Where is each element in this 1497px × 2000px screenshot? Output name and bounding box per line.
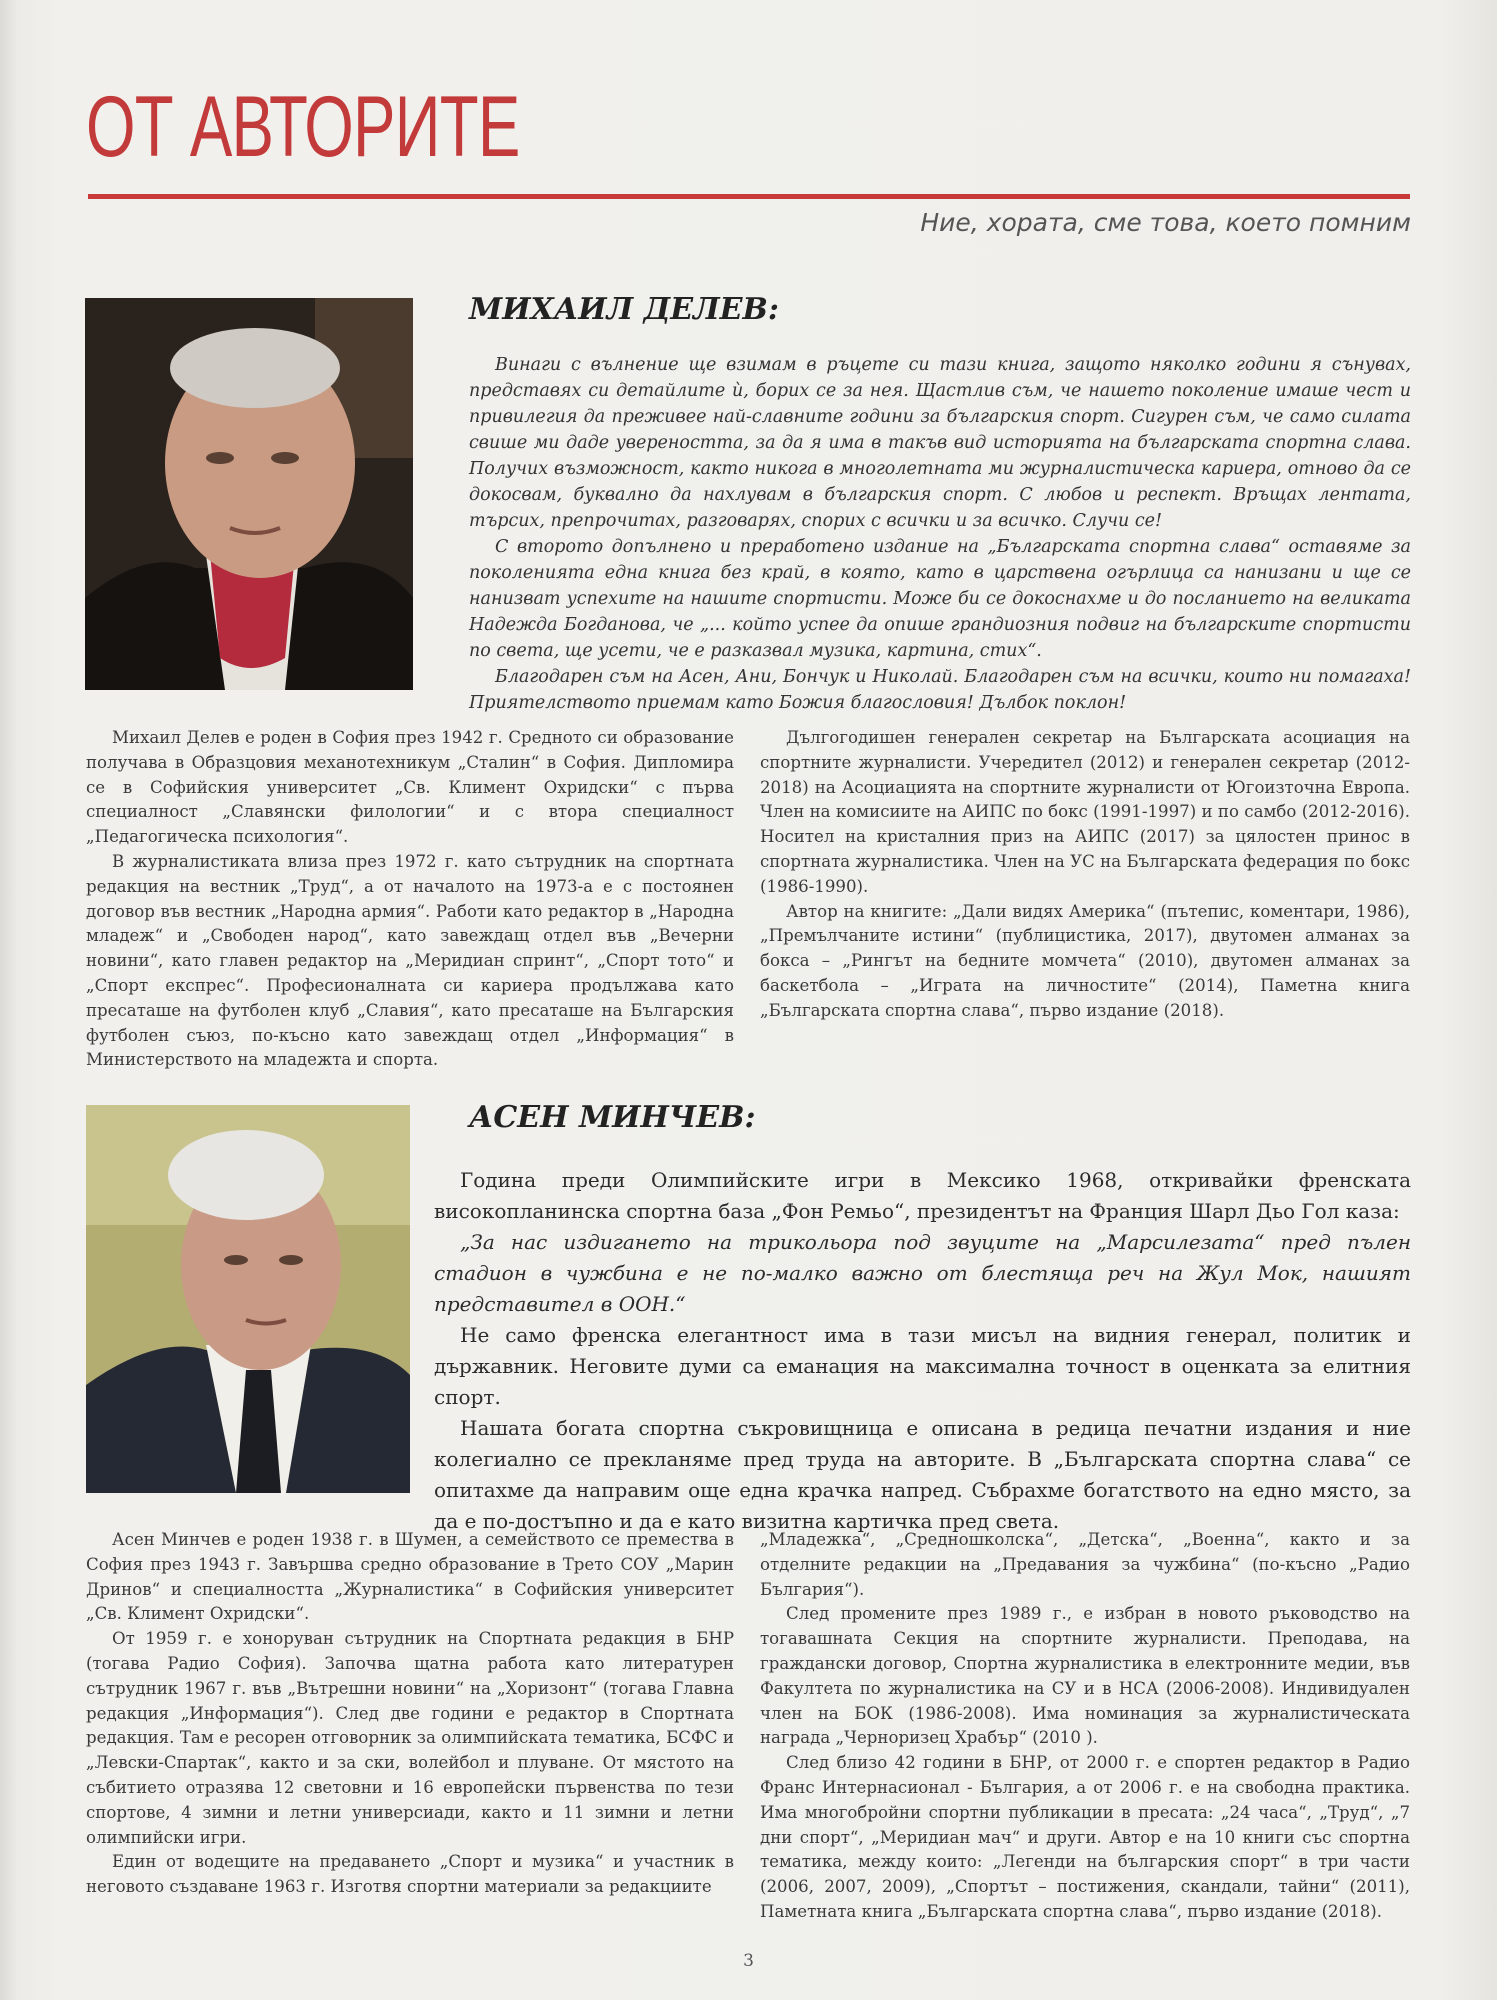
author-photo-delev: [85, 298, 413, 690]
bio-paragraph: Дългогодишен генерален секретар на Българската асоциация на спортните журналисти. Учередител (2012) и генерален секретар (2012-2018) на Асоциацията на спортните журналисти от Югоизточна Европа. Член на комисиите на АИПС по бокс (1991-1997) и по самбо (2012-2016). Носител на кристалния приз на АИПС (2017) за цялостен принос в спортната журналистика. Член на УС на Българската федерация по бокс (1986-1990).: [760, 728, 1410, 896]
author-intro-minchev: [434, 1165, 1411, 1537]
intro-quote: „За нас издигането на трикольора под звуците на „Марсилезата“ пред пълен стадион в чужбина е не по-малко важно от блестяща реч на Жул Мок, нашият представител в ООН.“: [434, 1230, 1411, 1316]
bio-minchev-left: [86, 1528, 734, 1900]
bio-delev-right: [760, 726, 1410, 1024]
bio-minchev-right: [760, 1528, 1410, 1925]
bio-delev-left: [86, 726, 734, 1073]
bio-paragraph: След промените през 1989 г., е избран в новото ръководство на тогавашната Секция на спортните журналисти. Преподава, на граждански договор, Спортна журналистика в електронните медии, във Факултета по журналистика на СУ и в НСА (2006-2008). Индивидуален член на БОК (1986-2008). Има номинация за журналистическата награда „Черноризец Храбър“ (2010 ).: [760, 1604, 1410, 1748]
bio-paragraph: В журналистиката влиза през 1972 г. като сътрудник на спортната редакция на вестник „Труд“, а от началото на 1973-а е с постоянен договор във вестник „Народна армия“. Работи като редактор в „Народна младеж“ и „Свободен народ“, като завеждащ отдел във „Вечерни новини“, като главен редактор на „Меридиан спринт“, „Спорт тото“ и „Спорт експрес“. Професионалната си кариера продължава като пресаташе на футболен клуб „Славия“, като пресаташе на Българския футболен съюз, по-късно като завеждащ отдел „Информация“ в Министерството на младежта и спорта.: [86, 851, 734, 1070]
bio-paragraph: „Младежка“, „Средношколска“, „Детска“, „Военна“, както и за отделните редакции на „Предавания за чужбина“ (по-късно „Радио България“).: [760, 1530, 1410, 1599]
page-title: ОТ АВТОРИТЕ: [86, 79, 520, 175]
bio-paragraph: Асен Минчев е роден 1938 г. в Шумен, а семейството се премества в София през 1943 г. Завършва средно образование в Трето СОУ „Марин Дринов“ и специалността „Журналистика“ в Софийския университет „Св. Климент Охридски“.: [86, 1530, 734, 1624]
author-name-delev: МИХАИЛ ДЕЛЕВ:: [469, 292, 779, 327]
intro-paragraph: С второто допълнено и преработено издание на „Българската спортна слава“ оставяме за поколенията една книга без край, в която, като в царствена огърлица са нанизани и ще се нанизват успехите на нашите спортисти. Може би се докоснахме и до посланието на великата Надежда Богданова, че „... който успее да опише грандиозния подвиг на българските спортисти по света, ще усети, че е разказвал музика, картина, стих“.: [469, 537, 1411, 661]
page-tagline: Ние, хората, сме това, което помним: [920, 208, 1411, 237]
bio-paragraph: От 1959 г. е хоноруван сътрудник на Спортната редакция в БНР (тогава Радио София). Започва щатна работа като литературен сътрудник 1967 г. във „Вътрешни новини“ на „Хоризонт“ (тогава Главна редакция „Информация“). След две години е редактор в Спортната редакция. Там е ресорен отговорник за олимпийската тематика, БСФС и „Левски-Спартак“, както и за ски, волейбол и плуване. От мястото на събитието отразява 12 световни и 16 европейски първенства по тези спортове, 4 зимни и летни универсиади, както и 11 зимни и летни олимпийски игри.: [86, 1629, 734, 1847]
intro-paragraph: Нашата богата спортна съкровищница е описана в редица печатни издания и ние колегиално се прекланяме пред труда на авторите. В „Българската спортна слава“ се опитахме да направим още една крачка напред. Събрахме богатството на едно място, за да е по-достъпно и да е като визитна картичка пред света.: [434, 1416, 1411, 1533]
intro-paragraph: Година преди Олимпийските игри в Мексико 1968, откривайки френската високопланинска спортна база „Фон Ремьо“, президентът на Франция Шарл Дьо Гол каза:: [434, 1168, 1411, 1223]
bio-paragraph: Автор на книгите: „Дали видях Америка“ (пътепис, коментари, 1986), „Премълчаните истини“ (публицистика, 2017), двутомен алманах за бокса – „Рингът на бедните момчета“ (2010), двутомен алманах за баскетбола – „Играта на личностите“ (2014), Паметна книга „Българската спортна слава“, първо издание (2018).: [760, 901, 1410, 1020]
title-divider: [88, 194, 1410, 199]
author-photo-minchev: [86, 1105, 410, 1493]
bio-paragraph: Михаил Делев е роден в София през 1942 г. Средното си образование получава в Образцовия механотехникум „Сталин“ в София. Дипломира се в Софийския университет „Св. Климент Охридски“ с първа специалност „Славянски филологии“ и с втора специалност „Педагогическа психология“.: [86, 728, 734, 847]
bio-paragraph: Един от водещите на предаването „Спорт и музика“ и участник в неговото създаване 1963 г. Изготвя спортни материали за редакциите: [86, 1852, 734, 1897]
intro-paragraph: Благодарен съм на Асен, Ани, Бончук и Николай. Благодарен съм на всички, които ни помагаха! Приятелството приемам като Божия благословия! Дълбок поклон!: [469, 667, 1411, 713]
bio-paragraph: След близо 42 години в БНР, от 2000 г. е спортен редактор в Радио Франс Интернасионал - България, а от 2006 г. е на свободна практика. Има многобройни спортни публикации в пресата: „24 часа“, „Труд“, „7 дни спорт“, „Меридиан мач“ и други. Автор е на 10 книги със спортна тематика, между които: „Легенди на българския спорт“ в три части (2006, 2007, 2009), „Спортът – постижения, скандали, тайни“ (2011), Паметната книга „Българската спортна слава“, първо издание (2018).: [760, 1753, 1410, 1921]
intro-paragraph: Винаги с вълнение ще взимам в ръцете си тази книга, защото няколко години я сънувах, представях си детайлите ѝ, борих се за нея. Щастлив съм, че нашето поколение имаше чест и привилегия да преживее най-славните години за българския спорт. Сигурен съм, че само силата свише ми даде увереността, за да я има в такъв вид историята на българската спортна слава. Получих възможност, както никога в многолетната ми журналистическа кариера, отново да се докосвам, буквално да нахлувам в българския спорт. С любов и респект. Връщах лентата, търсих, препрочитах, разговарях, спорих с всички и за всичко. Случи се!: [469, 355, 1411, 531]
author-name-minchev: АСЕН МИНЧЕВ:: [469, 1100, 756, 1135]
page-number: 3: [743, 1951, 754, 1971]
author-intro-delev: [469, 352, 1411, 716]
intro-paragraph: Не само френска елегантност има в тази мисъл на видния генерал, политик и държавник. Неговите думи са еманация на максимална точност в оценката за елитния спорт.: [434, 1323, 1411, 1409]
